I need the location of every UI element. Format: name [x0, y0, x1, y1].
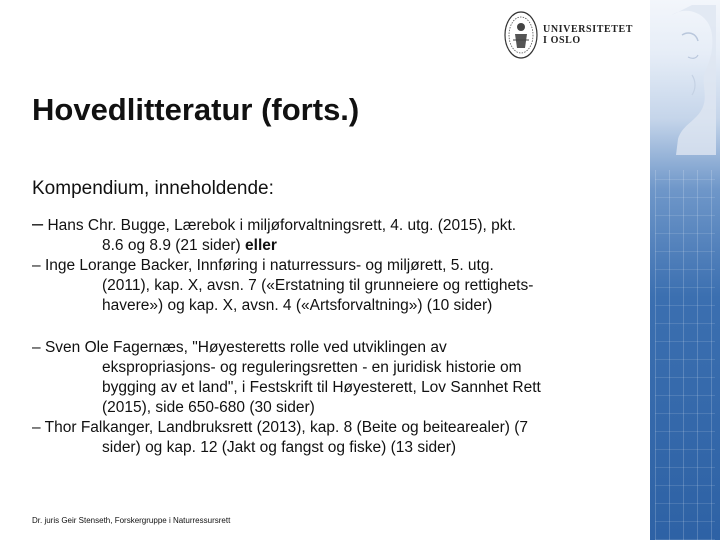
- list-item: [32, 214, 644, 256]
- logo-line-2: I OSLO: [543, 35, 581, 46]
- list-item: [32, 418, 644, 458]
- list-dash: –: [32, 257, 41, 274]
- intro-text: Kompendium, inneholdende:: [32, 178, 274, 199]
- item-line: Hans Chr. Bugge, Lærebok i miljøforvaltningsrett, 4. utg. (2015), pkt.: [47, 217, 517, 234]
- item-line-indented: sider) og kap. 12 (Jakt og fangst og fiske) (13 sider): [102, 439, 457, 456]
- item-text: 8.6 og 8.9 (21 sider): [102, 237, 246, 254]
- item-line-indented: bygging av et land", i Festskrift til Høyesterett, Lov Sannhet Rett: [102, 379, 541, 396]
- statue-head-icon: [652, 5, 716, 155]
- item-line: Sven Ole Fagernæs, "Høyesteretts rolle ved utviklingen av: [44, 339, 447, 356]
- item-line: Thor Falkanger, Landbruksrett (2013), kap. 8 (Beite og beitearealer) (7: [44, 419, 529, 436]
- logo-line-1: UNIVERSITETET: [543, 24, 634, 35]
- list-item: [32, 256, 644, 316]
- list-dash: –: [32, 419, 41, 436]
- logo-text: [543, 24, 633, 46]
- list-dash: –: [32, 213, 44, 235]
- university-logo: [503, 10, 643, 60]
- item-line-indented: (2015), side 650-680 (30 sider): [102, 399, 315, 416]
- list-item: [32, 338, 644, 418]
- item-emphasis: eller: [245, 237, 277, 254]
- item-line-indented: (2011), kap. X, avsn. 7 («Erstatning til grunneiere og rettighets-: [102, 277, 534, 294]
- slide-title: Hovedlitteratur (forts.): [32, 92, 360, 127]
- spacer: [32, 316, 644, 338]
- item-line: Inge Lorange Backer, Innføring i naturressurs- og miljørett, 5. utg.: [44, 257, 494, 274]
- item-line-indented: havere») og kap. X, avsn. 4 («Artsforvaltning») (10 sider): [102, 297, 493, 314]
- item-line-indented: [32, 236, 644, 256]
- slide-footer: Dr. juris Geir Stenseth, Forskergruppe i Naturressursrett: [32, 516, 231, 525]
- university-seal-icon: [503, 10, 539, 60]
- item-line-indented: ekspropriasjons- og reguleringsretten - en juridisk historie om: [102, 359, 522, 376]
- list-dash: –: [32, 339, 41, 356]
- literature-list: [32, 214, 644, 458]
- decorative-grid-pattern: [655, 170, 715, 540]
